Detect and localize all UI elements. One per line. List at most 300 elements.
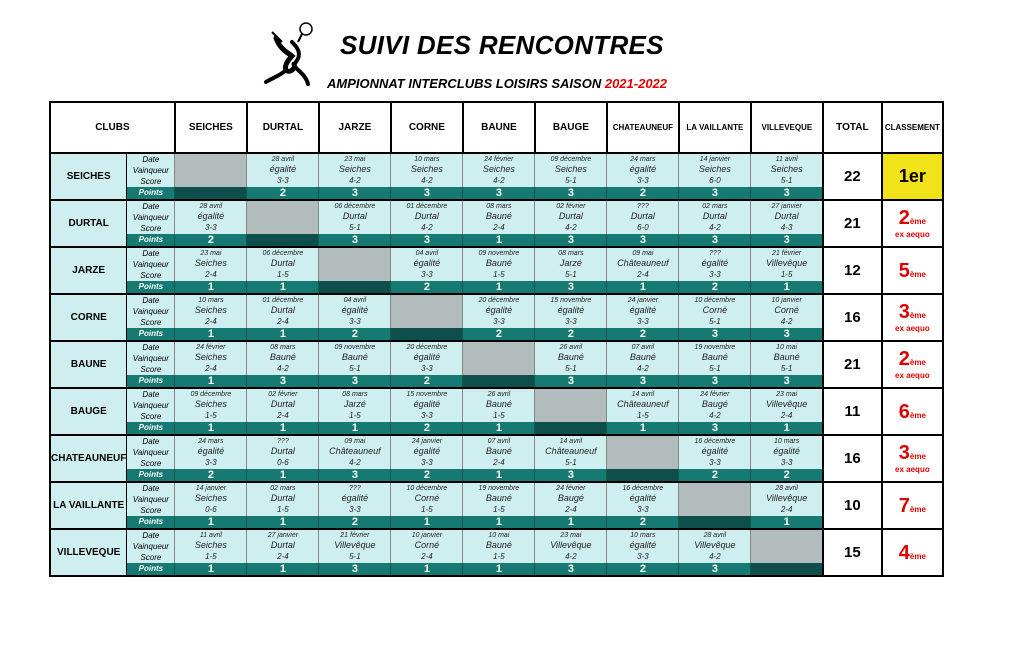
- match-score: 4-2: [565, 552, 577, 561]
- match-score: 4-3: [780, 223, 793, 232]
- match-cell: [679, 247, 751, 281]
- match-cell: [535, 294, 607, 328]
- match-cell: [463, 388, 535, 422]
- club-row: [50, 200, 943, 234]
- match-points: 1: [751, 281, 823, 294]
- row-labels: [127, 247, 175, 281]
- match-points: 3: [679, 187, 751, 200]
- club-row: [50, 482, 943, 516]
- match-cell: [319, 294, 391, 328]
- match-score: 3-3: [709, 458, 721, 467]
- match-date: 26 avril: [559, 344, 583, 351]
- match-score: 3-3: [349, 505, 361, 514]
- match-date: 10 décembre: [406, 485, 448, 492]
- match-score: 4-2: [709, 411, 721, 420]
- match-cell: [535, 153, 607, 187]
- label-vainqueur: Vainqueur: [132, 448, 169, 457]
- match-winner: Durtal: [270, 540, 295, 550]
- points-row: [50, 375, 943, 388]
- match-points: 1: [319, 422, 391, 435]
- match-points: 1: [463, 563, 535, 576]
- rank-suffix: ème: [909, 410, 926, 420]
- match-winner: Villevêque: [765, 258, 808, 268]
- self-points-cell: [175, 187, 247, 200]
- label-points: Points: [127, 469, 175, 482]
- column-header: SEICHES: [175, 102, 247, 153]
- match-score: 5-1: [565, 364, 577, 373]
- label-vainqueur: Vainqueur: [132, 166, 169, 175]
- match-cell: [319, 153, 391, 187]
- match-date: 09 mai: [344, 438, 366, 445]
- label-vainqueur: Vainqueur: [132, 401, 169, 410]
- rank-value: 2: [898, 207, 910, 229]
- ex-aequo-note: ex aequo: [895, 465, 930, 474]
- match-cell: [607, 294, 679, 328]
- match-winner: Corné: [414, 493, 440, 503]
- label-date: Date: [142, 484, 160, 493]
- match-winner: égalité: [557, 305, 585, 315]
- match-score: 1-5: [277, 270, 289, 279]
- ex-aequo-note: ex aequo: [895, 230, 930, 239]
- match-date: 11 avril: [199, 532, 222, 539]
- match-cell: [391, 482, 463, 516]
- total-points: 16: [823, 294, 882, 341]
- rank-value: 2: [898, 348, 910, 370]
- match-points: 1: [391, 563, 463, 576]
- match-winner: Châteauneuf: [617, 399, 669, 409]
- match-points: 3: [535, 187, 607, 200]
- page-header: [0, 0, 1023, 100]
- match-points: 1: [463, 422, 535, 435]
- match-score: 1-5: [349, 411, 361, 420]
- points-row: [50, 422, 943, 435]
- match-points: 3: [319, 375, 391, 388]
- match-cell: [319, 341, 391, 375]
- label-date: Date: [142, 390, 160, 399]
- match-points: 3: [679, 328, 751, 341]
- match-date: 10 janvier: [771, 297, 802, 304]
- match-cell: [247, 435, 319, 469]
- match-cell: [463, 435, 535, 469]
- match-winner: Seiches: [194, 305, 227, 315]
- match-winner: égalité: [197, 446, 225, 456]
- points-row: [50, 187, 943, 200]
- match-points: 1: [175, 563, 247, 576]
- match-cell: [607, 153, 679, 187]
- label-date: Date: [142, 202, 160, 211]
- match-cell: [175, 435, 247, 469]
- club-name: VILLEVEQUE: [50, 529, 127, 576]
- match-points: 2: [463, 328, 535, 341]
- match-score: 3-3: [565, 317, 577, 326]
- match-score: 1-5: [780, 270, 793, 279]
- match-points: 3: [679, 563, 751, 576]
- match-winner: Bauné: [629, 352, 656, 362]
- match-score: 3-3: [421, 411, 433, 420]
- match-cell: [175, 247, 247, 281]
- ranking-cell: [882, 341, 943, 388]
- match-cell: [247, 482, 319, 516]
- match-points: 1: [751, 516, 823, 529]
- match-cell: [679, 153, 751, 187]
- label-points: Points: [127, 563, 175, 576]
- match-score: 3-3: [637, 317, 649, 326]
- rank-suffix: ème: [909, 358, 926, 367]
- match-cell: [751, 247, 823, 281]
- match-score: 3-3: [637, 505, 649, 514]
- match-winner: Seiches: [770, 164, 803, 174]
- match-points: 1: [247, 563, 319, 576]
- match-points: 2: [607, 328, 679, 341]
- match-score: 5-1: [349, 223, 361, 232]
- season-label: 2021-2022: [604, 76, 668, 91]
- self-match-cell: [535, 388, 607, 422]
- match-winner: égalité: [341, 493, 369, 503]
- match-date: ???: [277, 438, 289, 445]
- match-cell: [679, 341, 751, 375]
- match-date: 02 février: [556, 203, 586, 210]
- match-winner: Bauné: [701, 352, 728, 362]
- match-score: 2-4: [205, 270, 217, 279]
- match-points: 1: [175, 516, 247, 529]
- match-date: 21 février: [340, 532, 370, 539]
- match-points: 1: [247, 281, 319, 294]
- column-header: BAUGE: [535, 102, 607, 153]
- match-points: 3: [751, 187, 823, 200]
- match-score: 1-5: [493, 552, 505, 561]
- ranking-cell: [882, 247, 943, 294]
- match-winner: Seiches: [410, 164, 443, 174]
- match-winner: Bauné: [485, 446, 512, 456]
- column-header: LA VAILLANTE: [679, 102, 751, 153]
- match-cell: [679, 294, 751, 328]
- match-cell: [319, 388, 391, 422]
- club-name: CHATEAUNEUF: [50, 435, 127, 482]
- label-points: Points: [127, 516, 175, 529]
- match-cell: [391, 388, 463, 422]
- match-date: 23 mai: [560, 532, 582, 539]
- match-winner: Seiches: [194, 258, 227, 268]
- match-score: 3-3: [277, 176, 289, 185]
- match-points: 1: [175, 281, 247, 294]
- match-winner: Corné: [774, 305, 799, 315]
- self-points-cell: [247, 234, 319, 247]
- self-match-cell: [463, 341, 535, 375]
- ranking-cell: [882, 153, 943, 200]
- rank-value: 6: [898, 400, 910, 423]
- match-cell: [535, 482, 607, 516]
- match-score: 1-5: [421, 505, 433, 514]
- match-winner: Durtal: [702, 211, 727, 221]
- match-winner: Seiches: [194, 540, 227, 550]
- match-cell: [463, 153, 535, 187]
- match-date: 16 décembre: [694, 438, 736, 445]
- rank-suffix: ème: [909, 269, 926, 279]
- match-winner: Villevêque: [694, 540, 736, 550]
- points-row: [50, 516, 943, 529]
- row-labels: [127, 482, 175, 516]
- match-winner: Châteauneuf: [617, 258, 669, 268]
- match-date: 09 novembre: [334, 344, 376, 351]
- match-score: 4-2: [565, 223, 577, 232]
- match-score: 4-2: [780, 317, 793, 326]
- match-score: 2-4: [205, 364, 217, 373]
- match-score: 5-1: [780, 176, 793, 185]
- club-name: JARZE: [50, 247, 127, 294]
- match-points: 3: [751, 328, 823, 341]
- match-cell: [751, 153, 823, 187]
- match-score: 4-2: [493, 176, 505, 185]
- match-cell: [247, 153, 319, 187]
- match-score: 4-2: [637, 364, 649, 373]
- clubs-header: CLUBS: [50, 102, 175, 153]
- label-date: Date: [142, 296, 160, 305]
- match-winner: égalité: [485, 305, 513, 315]
- match-date: 08 mars: [270, 344, 296, 351]
- match-cell: [391, 529, 463, 563]
- column-header: DURTAL: [247, 102, 319, 153]
- match-score: 4-2: [421, 223, 433, 232]
- match-points: 2: [175, 469, 247, 482]
- match-winner: égalité: [413, 258, 441, 268]
- match-winner: Bauné: [557, 352, 584, 362]
- match-winner: Durtal: [270, 305, 295, 315]
- match-date: 10 décembre: [694, 297, 736, 304]
- label-points: Points: [127, 422, 175, 435]
- match-cell: [535, 247, 607, 281]
- ranking-cell: [882, 529, 943, 576]
- match-winner: Villevêque: [765, 399, 808, 409]
- match-date: 21 février: [772, 250, 802, 257]
- match-points: 3: [535, 234, 607, 247]
- match-date: 24 février: [484, 156, 514, 163]
- match-winner: Seiches: [554, 164, 587, 174]
- club-row: [50, 153, 943, 187]
- ex-aequo-note: ex aequo: [895, 324, 930, 333]
- label-points: Points: [127, 187, 175, 200]
- rank-value: 7: [898, 494, 910, 517]
- match-date: 15 novembre: [406, 391, 448, 398]
- match-score: 2-4: [493, 458, 505, 467]
- match-score: 3-3: [709, 270, 721, 279]
- match-cell: [607, 200, 679, 234]
- match-winner: égalité: [629, 305, 657, 315]
- match-points: 3: [607, 375, 679, 388]
- label-score: Score: [140, 459, 162, 468]
- match-date: 09 décembre: [550, 156, 592, 163]
- self-match-cell: [607, 435, 679, 469]
- match-winner: Bauné: [485, 258, 512, 268]
- match-points: 3: [679, 234, 751, 247]
- ranking-cell: [882, 482, 943, 529]
- match-cell: [607, 247, 679, 281]
- match-score: 2-4: [565, 505, 577, 514]
- match-points: 2: [247, 187, 319, 200]
- match-score: 4-2: [709, 552, 721, 561]
- ranking-cell: [882, 294, 943, 341]
- match-date: 02 mars: [270, 485, 296, 492]
- match-cell: [463, 482, 535, 516]
- label-score: Score: [140, 271, 162, 280]
- row-labels: [127, 529, 175, 563]
- match-date: 16 décembre: [622, 485, 664, 492]
- match-cell: [751, 388, 823, 422]
- match-score: 4-2: [349, 458, 361, 467]
- total-points: 21: [823, 341, 882, 388]
- match-score: 5-1: [565, 458, 577, 467]
- match-points: 1: [463, 234, 535, 247]
- match-date: 23 mai: [344, 156, 366, 163]
- self-points-cell: [319, 281, 391, 294]
- match-cell: [679, 200, 751, 234]
- match-points: 1: [175, 375, 247, 388]
- total-points: 10: [823, 482, 882, 529]
- match-date: 20 décembre: [406, 344, 448, 351]
- match-date: 24 février: [556, 485, 586, 492]
- match-points: 3: [679, 422, 751, 435]
- match-points: 3: [463, 187, 535, 200]
- match-cell: [607, 388, 679, 422]
- match-points: 2: [391, 281, 463, 294]
- match-cell: [175, 482, 247, 516]
- match-cell: [751, 341, 823, 375]
- match-points: 3: [391, 187, 463, 200]
- match-score: 1-5: [493, 411, 505, 420]
- match-cell: [607, 482, 679, 516]
- match-winner: Bauné: [269, 352, 296, 362]
- match-points: 3: [679, 375, 751, 388]
- total-header: TOTAL: [823, 102, 882, 153]
- match-date: 27 janvier: [771, 203, 802, 210]
- match-score: 2-4: [421, 552, 433, 561]
- match-winner: Bauné: [773, 352, 800, 362]
- match-date: 09 décembre: [190, 391, 232, 398]
- self-points-cell: [391, 328, 463, 341]
- match-date: 20 décembre: [478, 297, 520, 304]
- total-points: 22: [823, 153, 882, 200]
- match-winner: Bauné: [341, 352, 368, 362]
- match-winner: égalité: [197, 211, 225, 221]
- match-score: 2-4: [780, 505, 793, 514]
- points-row: [50, 328, 943, 341]
- match-cell: [175, 388, 247, 422]
- match-date: 10 mars: [773, 438, 800, 445]
- club-name: BAUNE: [50, 341, 127, 388]
- badminton-player-icon: [262, 20, 330, 90]
- match-winner: Bauné: [485, 399, 512, 409]
- match-date: 04 avril: [343, 297, 367, 304]
- match-points: 3: [535, 563, 607, 576]
- club-row: [50, 294, 943, 328]
- match-cell: [607, 341, 679, 375]
- match-date: 07 avril: [631, 344, 655, 351]
- match-cell: [463, 529, 535, 563]
- self-match-cell: [175, 153, 247, 187]
- match-cell: [391, 153, 463, 187]
- match-points: 2: [679, 281, 751, 294]
- match-cell: [247, 294, 319, 328]
- match-cell: [535, 200, 607, 234]
- ranking-cell: [882, 200, 943, 247]
- match-cell: [175, 200, 247, 234]
- label-score: Score: [140, 553, 162, 562]
- match-winner: Villevêque: [550, 540, 592, 550]
- match-cell: [679, 388, 751, 422]
- points-row: [50, 234, 943, 247]
- match-date: 14 avril: [559, 438, 583, 445]
- column-header: JARZE: [319, 102, 391, 153]
- match-date: 11 avril: [775, 156, 798, 163]
- match-score: 4-2: [349, 176, 361, 185]
- match-winner: Durtal: [630, 211, 655, 221]
- match-score: 5-1: [349, 552, 361, 561]
- match-score: 4-2: [277, 364, 289, 373]
- match-cell: [463, 294, 535, 328]
- match-score: 3-3: [421, 364, 433, 373]
- match-date: 09 novembre: [478, 250, 520, 257]
- match-winner: Seiches: [194, 493, 227, 503]
- label-date: Date: [142, 343, 160, 352]
- match-score: 1-5: [637, 411, 649, 420]
- column-header: CORNE: [391, 102, 463, 153]
- match-cell: [751, 482, 823, 516]
- match-date: 06 décembre: [334, 203, 376, 210]
- match-cell: [319, 529, 391, 563]
- match-cell: [319, 200, 391, 234]
- match-score: 3-3: [780, 458, 793, 467]
- match-points: 2: [679, 469, 751, 482]
- match-winner: Villevêque: [334, 540, 376, 550]
- match-date: 24 janvier: [411, 438, 443, 445]
- match-date: 09 mai: [632, 250, 654, 257]
- match-points: 3: [751, 375, 823, 388]
- match-score: 6-0: [709, 176, 721, 185]
- match-date: 14 janvier: [699, 156, 731, 163]
- match-score: 2-4: [637, 270, 649, 279]
- total-points: 15: [823, 529, 882, 576]
- club-row: [50, 341, 943, 375]
- match-cell: [607, 529, 679, 563]
- match-date: 23 mai: [776, 391, 798, 398]
- match-cell: [463, 247, 535, 281]
- match-date: 15 novembre: [550, 297, 592, 304]
- match-points: 2: [607, 187, 679, 200]
- match-score: 3-3: [205, 458, 217, 467]
- self-points-cell: [463, 375, 535, 388]
- match-date: 01 décembre: [262, 297, 304, 304]
- match-winner: Corné: [414, 540, 440, 550]
- total-points: 16: [823, 435, 882, 482]
- match-winner: égalité: [269, 164, 297, 174]
- match-winner: Durtal: [270, 258, 295, 268]
- label-vainqueur: Vainqueur: [132, 260, 169, 269]
- match-winner: Baugé: [557, 493, 584, 503]
- match-winner: égalité: [413, 446, 441, 456]
- match-score: 5-1: [780, 364, 793, 373]
- match-points: 1: [175, 328, 247, 341]
- match-score: 1-5: [205, 411, 217, 420]
- match-winner: égalité: [629, 540, 657, 550]
- match-points: 1: [751, 422, 823, 435]
- match-cell: [175, 529, 247, 563]
- club-row: [50, 388, 943, 422]
- row-labels: [127, 435, 175, 469]
- match-points: 2: [391, 469, 463, 482]
- match-points: 2: [751, 469, 823, 482]
- match-points: 2: [535, 328, 607, 341]
- match-winner: égalité: [629, 164, 657, 174]
- label-score: Score: [140, 412, 162, 421]
